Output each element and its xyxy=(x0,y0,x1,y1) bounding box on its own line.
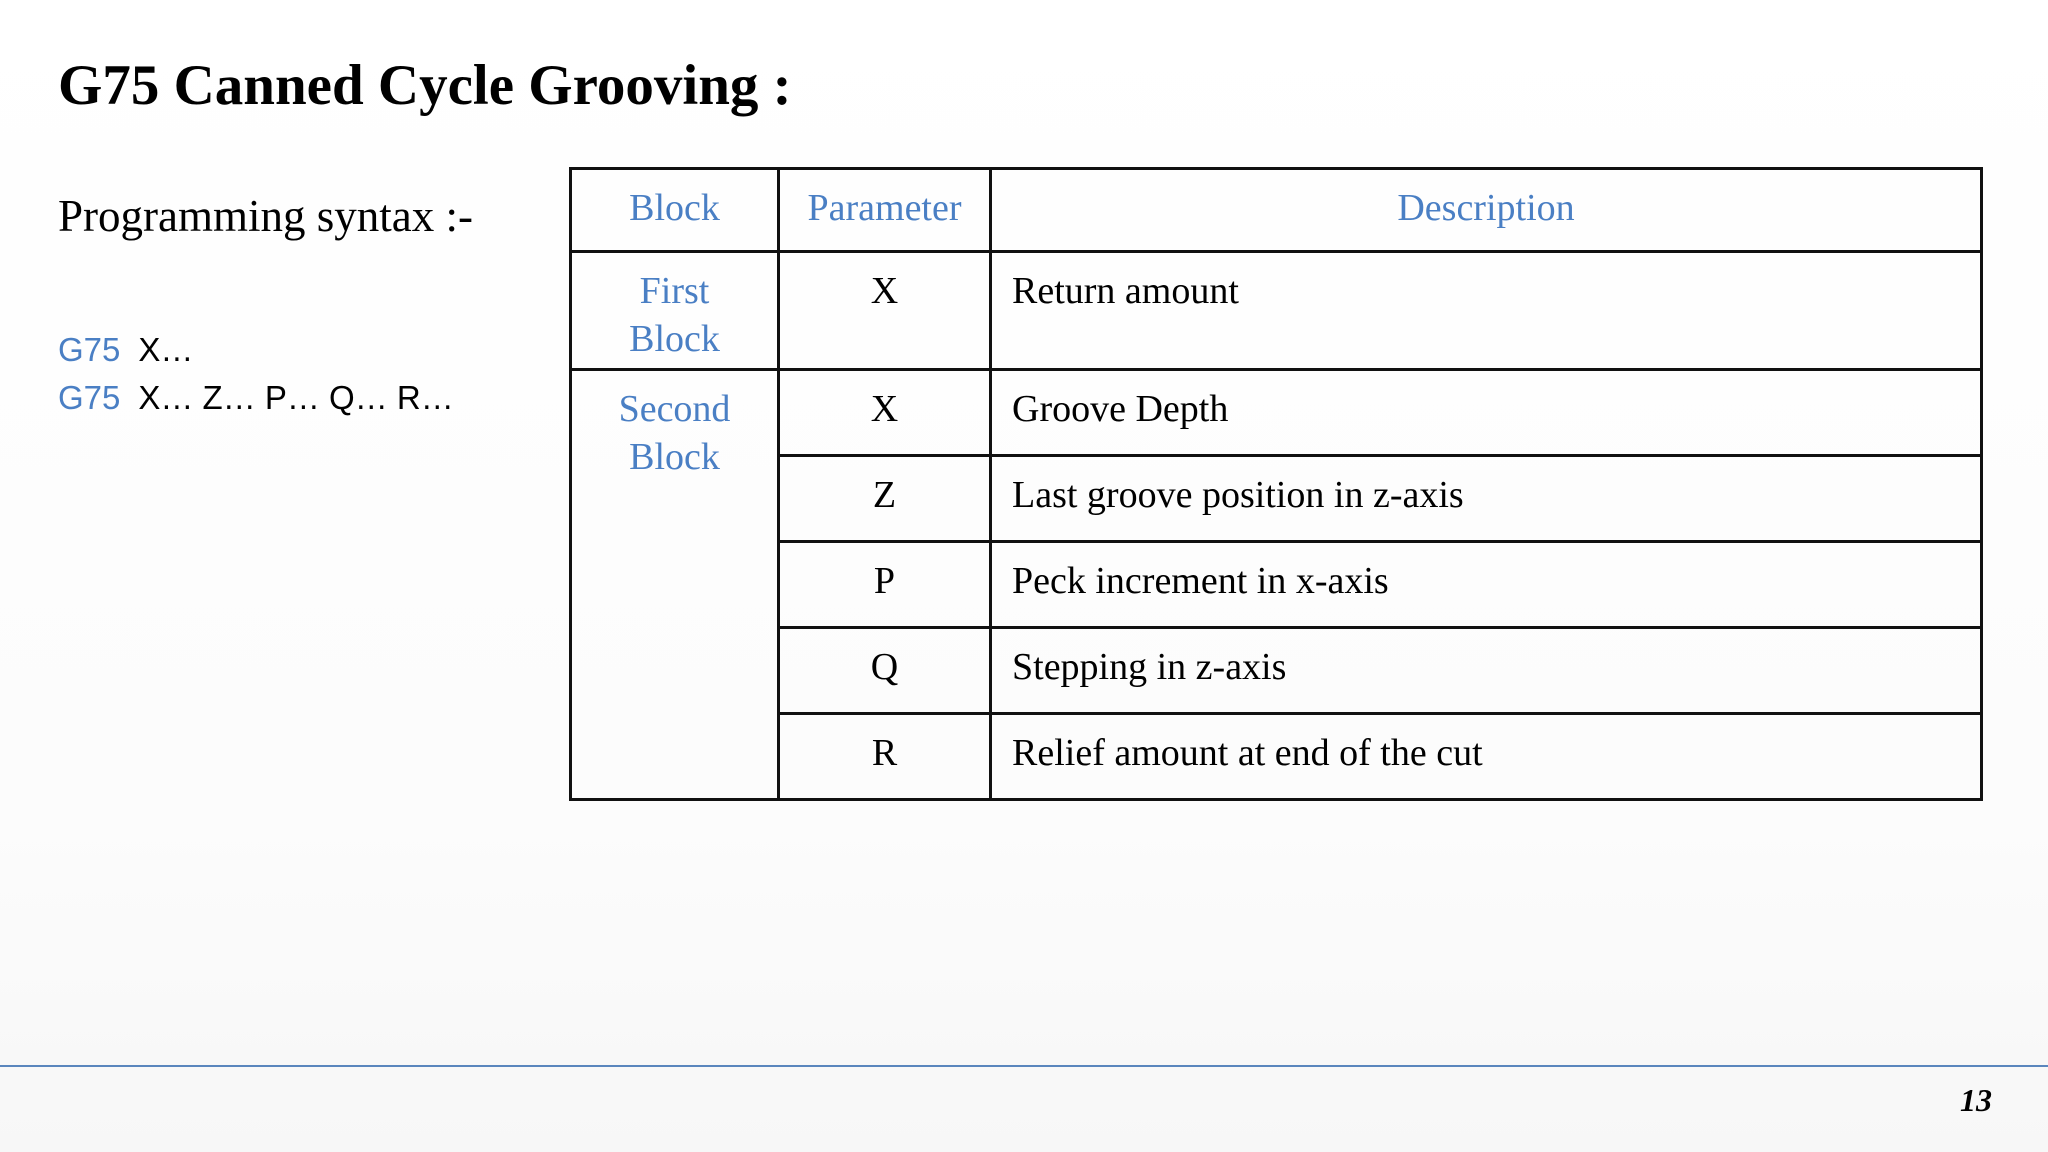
block-label-first xyxy=(571,252,779,370)
desc-cell: Last groove position in z-axis xyxy=(991,456,1982,542)
footer-divider xyxy=(0,1065,2048,1067)
table-row xyxy=(571,542,1982,628)
table-row xyxy=(571,456,1982,542)
desc-cell: Relief amount at end of the cut xyxy=(991,714,1982,800)
page-number: 13 xyxy=(1960,1082,1992,1118)
table-row xyxy=(571,628,1982,714)
header-block: Block xyxy=(571,169,779,252)
syntax-code: G75 xyxy=(58,331,121,368)
param-cell: R xyxy=(779,714,991,800)
header-parameter: Parameter xyxy=(779,169,991,252)
block-label-line: First xyxy=(639,270,710,312)
table-row xyxy=(571,370,1982,456)
parameter-table xyxy=(569,167,1983,801)
block-label-second xyxy=(571,370,779,800)
syntax-lines xyxy=(58,326,454,422)
header-description: Description xyxy=(991,169,1982,252)
desc-cell: Groove Depth xyxy=(991,370,1982,456)
param-cell: X xyxy=(779,252,991,370)
block-label-line: Block xyxy=(629,436,720,478)
block-label-line: Second xyxy=(618,388,731,430)
desc-cell: Stepping in z-axis xyxy=(991,628,1982,714)
syntax-code: G75 xyxy=(58,379,121,416)
table-header-row xyxy=(571,169,1982,252)
param-cell: Z xyxy=(779,456,991,542)
syntax-args: X… Z… P… Q… R… xyxy=(138,379,454,416)
syntax-heading: Programming syntax :- xyxy=(58,191,473,241)
table-row xyxy=(571,714,1982,800)
desc-cell: Return amount xyxy=(991,252,1982,370)
slide-title: G75 Canned Cycle Grooving : xyxy=(58,54,792,117)
desc-cell: Peck increment in x-axis xyxy=(991,542,1982,628)
param-cell: X xyxy=(779,370,991,456)
param-cell: P xyxy=(779,542,991,628)
syntax-line xyxy=(58,374,454,422)
syntax-line xyxy=(58,326,454,374)
syntax-args: X… xyxy=(138,331,194,368)
block-label-line: Block xyxy=(629,318,720,360)
table-row xyxy=(571,252,1982,370)
param-cell: Q xyxy=(779,628,991,714)
